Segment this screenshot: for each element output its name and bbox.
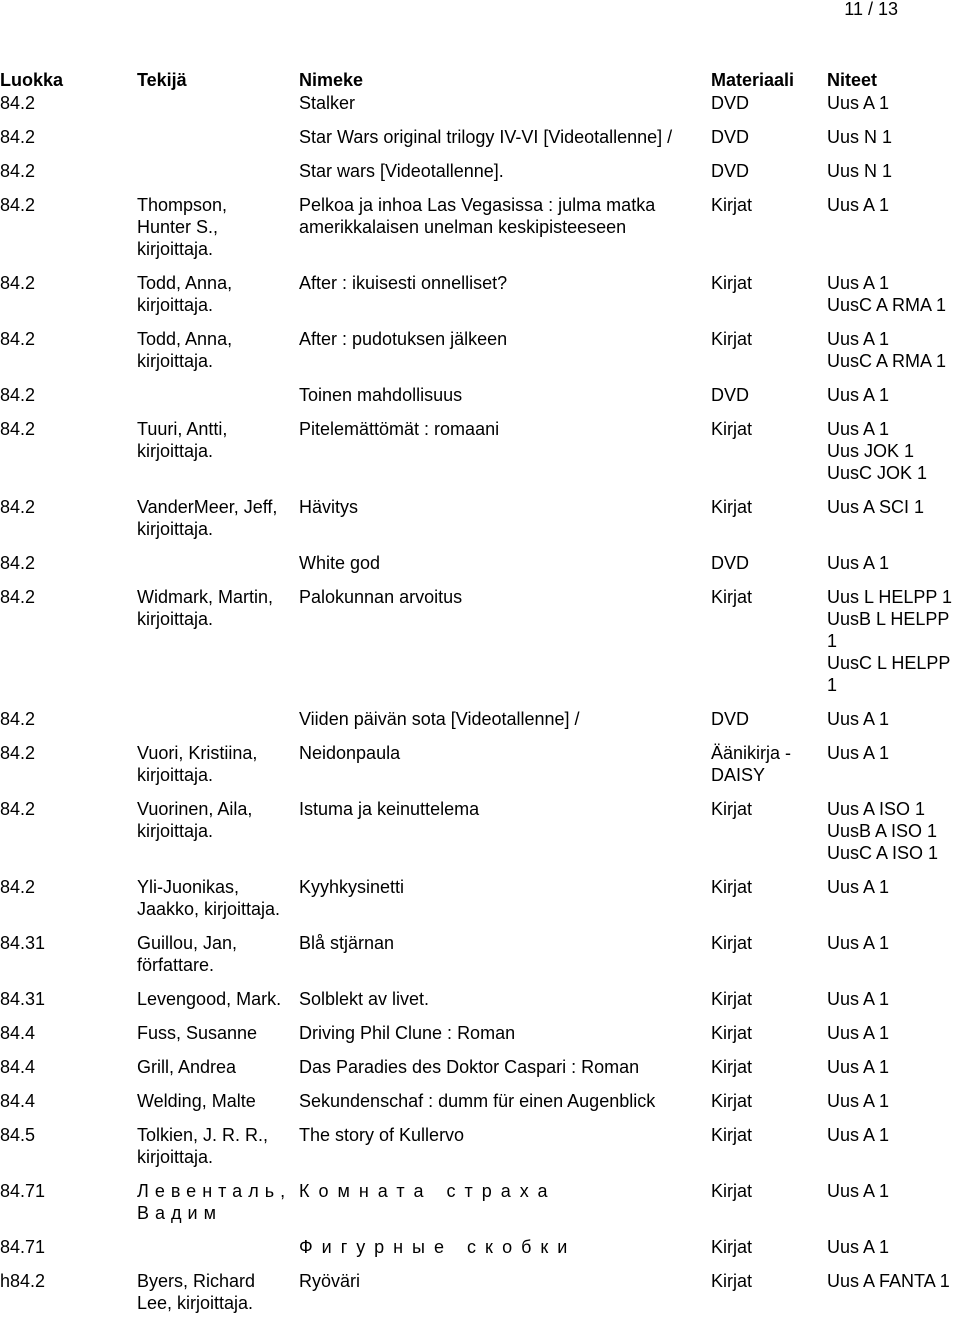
cell-nimeke [299,126,711,160]
cell-materiaali [711,496,827,552]
cell-tekija [137,272,299,328]
cell-niteet [827,418,960,496]
author-line: Yli-Juonikas, [137,877,240,897]
title-line: Stalker [299,93,356,113]
table-row [0,418,960,496]
title-line: Kyyhkysinetti [299,877,405,897]
table-row [0,126,960,160]
cell-niteet [827,876,960,932]
cell-nimeke [299,742,711,798]
copies-line: Uus JOK 1 [827,441,915,461]
cell-tekija [137,1124,299,1180]
cell-nimeke [299,1124,711,1180]
table-row [0,1236,960,1270]
material-line: Kirjat [711,497,753,517]
copies-line: Uus A 1 [827,1023,890,1043]
material-line: Kirjat [711,989,753,1009]
author-line: kirjoittaja. [137,441,214,461]
table-body [0,92,960,1326]
column-header-materiaali: Materiaali [711,70,795,90]
cell-niteet [827,384,960,418]
cell-materiaali [711,1180,827,1236]
cell-tekija [137,1056,299,1090]
author-line: Widmark, Martin, [137,587,274,607]
title-line: Sekundenschaf : dumm für einen Augenblick [299,1091,656,1111]
copies-line: Uus L HELPP 1 [827,587,953,607]
material-line: Kirjat [711,933,753,953]
copies-line: UusC A ISO 1 [827,843,939,863]
copies-line: Uus A 1 [827,1181,890,1201]
copies-line: Uus A 1 [827,1091,890,1111]
copies-line: Uus A 1 [827,1125,890,1145]
table-row [0,586,960,708]
cell-nimeke [299,160,711,194]
material-line: Kirjat [711,1237,753,1257]
copies-line: Uus A 1 [827,1237,890,1257]
cell-luokka: 84.2 [0,497,36,517]
material-line: Kirjat [711,799,753,819]
title-line: White god [299,553,381,573]
cell-tekija [137,160,299,194]
author-line: kirjoittaja. [137,821,214,841]
cell-materiaali [711,1270,827,1326]
cell-tekija [137,1180,299,1236]
cell-niteet [827,1090,960,1124]
column-header-nimeke: Nimeke [299,70,364,90]
author-line: Fuss, Susanne [137,1023,258,1043]
cell-niteet [827,272,960,328]
copies-line: Uus A 1 [827,195,890,215]
cell-luokka: 84.2 [0,877,36,897]
author-line: Todd, Anna, [137,273,233,293]
copies-line: 1 [827,675,838,695]
table-row [0,1124,960,1180]
cell-luokka: 84.71 [0,1237,46,1257]
cell-niteet [827,1056,960,1090]
author-line: Byers, Richard [137,1271,256,1291]
cell-luokka: 84.2 [0,385,36,405]
cell-niteet [827,742,960,798]
material-line: Kirjat [711,1057,753,1077]
copies-line: UusC JOK 1 [827,463,928,483]
cell-nimeke [299,496,711,552]
cell-tekija [137,1270,299,1326]
table-row [0,1090,960,1124]
table-row [0,496,960,552]
cell-luokka: 84.2 [0,587,36,607]
cell-luokka: 84.4 [0,1091,36,1111]
copies-line: Uus N 1 [827,161,893,181]
cell-tekija [137,876,299,932]
cell-nimeke [299,1056,711,1090]
cell-tekija [137,586,299,708]
title-line: Palokunnan arvoitus [299,587,463,607]
cell-materiaali [711,92,827,126]
material-line: Kirjat [711,1091,753,1111]
author-line: Thompson, [137,195,228,215]
cell-luokka: 84.31 [0,989,46,1009]
cell-luokka: 84.5 [0,1125,36,1145]
author-line: kirjoittaja. [137,1147,214,1167]
cell-materiaali [711,1090,827,1124]
cell-materiaali [711,932,827,988]
cell-niteet [827,328,960,384]
table-row [0,272,960,328]
cell-luokka: 84.2 [0,93,36,113]
page-number: 11 / 13 [844,0,898,19]
author-line: Tuuri, Antti, [137,419,228,439]
copies-line: UusC L HELPP [827,653,951,673]
table-row [0,194,960,272]
cell-luokka: 84.2 [0,709,36,729]
cell-tekija [137,384,299,418]
title-line: Pelkoa ja inhoa Las Vegasissa : julma matka [299,195,656,215]
cell-materiaali [711,384,827,418]
material-line: Kirjat [711,195,753,215]
material-line: Kirjat [711,329,753,349]
table-row [0,160,960,194]
copies-line: Uus A 1 [827,1057,890,1077]
copies-line: Uus A 1 [827,989,890,1009]
cell-nimeke [299,708,711,742]
title-line: amerikkalaisen unelman keskipisteeseen [299,217,627,237]
author-line: kirjoittaja. [137,765,214,785]
catalog-table [0,69,960,1326]
cell-nimeke [299,798,711,876]
author-line: Vuorinen, Aila, [137,799,253,819]
title-line: Комната страха [299,1181,557,1201]
title-line: Viiden päivän sota [Videotallenne] / [299,709,580,729]
material-line: DVD [711,93,750,113]
copies-line: Uus A 1 [827,93,890,113]
copies-line: Uus A 1 [827,553,890,573]
material-line: DVD [711,127,750,147]
cell-nimeke [299,1180,711,1236]
author-line: kirjoittaja. [137,519,214,539]
cell-materiaali [711,1022,827,1056]
cell-tekija [137,194,299,272]
title-line: Blå stjärnan [299,933,395,953]
material-line: Kirjat [711,1125,753,1145]
title-line: Pitelemättömät : romaani [299,419,500,439]
title-line: Neidonpaula [299,743,401,763]
table-row [0,988,960,1022]
author-line: Grill, Andrea [137,1057,237,1077]
cell-tekija [137,418,299,496]
author-line: Tolkien, J. R. R., [137,1125,269,1145]
table-row [0,1180,960,1236]
material-line: Kirjat [711,587,753,607]
author-line: Jaakko, kirjoittaja. [137,899,281,919]
cell-luokka: 84.2 [0,127,36,147]
cell-niteet [827,160,960,194]
cell-tekija [137,92,299,126]
author-line: kirjoittaja. [137,351,214,371]
author-line: Вадим [137,1203,222,1223]
table-row [0,384,960,418]
material-line: DVD [711,553,750,573]
copies-line: UusC A RMA 1 [827,295,947,315]
cell-nimeke [299,194,711,272]
author-line: Todd, Anna, [137,329,233,349]
material-line: Kirjat [711,419,753,439]
cell-nimeke [299,988,711,1022]
title-line: Фигурные скобки [299,1237,577,1257]
cell-tekija [137,496,299,552]
cell-luokka: 84.2 [0,799,36,819]
cell-materiaali [711,1124,827,1180]
cell-materiaali [711,272,827,328]
table-row [0,742,960,798]
material-line: Kirjat [711,1271,753,1291]
cell-luokka: 84.31 [0,933,46,953]
cell-materiaali [711,160,827,194]
cell-luokka: 84.2 [0,743,36,763]
title-line: The story of Kullervo [299,1125,465,1145]
cell-materiaali [711,1236,827,1270]
author-line: författare. [137,955,215,975]
material-line: DVD [711,161,750,181]
cell-tekija [137,988,299,1022]
cell-niteet [827,1270,960,1326]
cell-nimeke [299,418,711,496]
cell-materiaali [711,418,827,496]
cell-tekija [137,798,299,876]
title-line: Star Wars original trilogy IV-VI [Videotallenne] / [299,127,673,147]
cell-materiaali [711,126,827,160]
cell-nimeke [299,328,711,384]
table-row [0,1056,960,1090]
cell-materiaali [711,708,827,742]
cell-nimeke [299,876,711,932]
cell-niteet [827,552,960,586]
material-line: DVD [711,385,750,405]
cell-nimeke [299,586,711,708]
title-line: Star wars [Videotallenne]. [299,161,504,181]
author-line: kirjoittaja. [137,609,214,629]
copies-line: Uus A SCI 1 [827,497,925,517]
cell-tekija [137,328,299,384]
cell-tekija [137,932,299,988]
copies-line: Uus A 1 [827,419,890,439]
cell-luokka: 84.2 [0,553,36,573]
table-row [0,1022,960,1056]
title-line: Das Paradies des Doktor Caspari : Roman [299,1057,640,1077]
cell-tekija [137,742,299,798]
material-line: DVD [711,709,750,729]
copies-line: Uus A 1 [827,877,890,897]
cell-luokka: 84.2 [0,195,36,215]
column-header-tekija: Tekijä [137,70,187,90]
copies-line: Uus A 1 [827,329,890,349]
cell-niteet [827,1124,960,1180]
cell-nimeke [299,932,711,988]
author-line: Guillou, Jan, [137,933,238,953]
cell-tekija [137,1236,299,1270]
cell-materiaali [711,328,827,384]
cell-materiaali [711,988,827,1022]
material-line: Kirjat [711,1181,753,1201]
cell-niteet [827,932,960,988]
cell-nimeke [299,1270,711,1326]
cell-luokka: 84.4 [0,1057,36,1077]
table-row [0,92,960,126]
copies-line: UusB A ISO 1 [827,821,938,841]
copies-line: UusC A RMA 1 [827,351,947,371]
copies-line: Uus A 1 [827,709,890,729]
cell-niteet [827,988,960,1022]
copies-line: UusB L HELPP [827,609,950,629]
table-row [0,798,960,876]
material-line: Kirjat [711,877,753,897]
cell-materiaali [711,552,827,586]
cell-niteet [827,586,960,708]
author-line: Levengood, Mark. [137,989,282,1009]
title-line: Hävitys [299,497,359,517]
copies-line: Uus N 1 [827,127,893,147]
cell-luokka: 84.2 [0,419,36,439]
cell-materiaali [711,876,827,932]
author-line: Lee, kirjoittaja. [137,1293,254,1313]
cell-materiaali [711,586,827,708]
author-line: Hunter S., [137,217,219,237]
author-line: kirjoittaja. [137,295,214,315]
column-header-luokka: Luokka [0,70,64,90]
copies-line: Uus A ISO 1 [827,799,926,819]
copies-line: Uus A 1 [827,385,890,405]
table-row [0,552,960,586]
cell-niteet [827,1236,960,1270]
title-line: After : ikuisesti onnelliset? [299,273,508,293]
material-line: DAISY [711,765,766,785]
table-header-row [0,69,960,92]
table-row [0,1270,960,1326]
cell-niteet [827,1022,960,1056]
cell-tekija [137,552,299,586]
cell-niteet [827,798,960,876]
title-line: Solblekt av livet. [299,989,430,1009]
cell-materiaali [711,742,827,798]
cell-niteet [827,1180,960,1236]
title-line: Ryöväri [299,1271,361,1291]
material-line: Kirjat [711,1023,753,1043]
cell-tekija [137,126,299,160]
table-row [0,328,960,384]
title-line: After : pudotuksen jälkeen [299,329,508,349]
cell-niteet [827,708,960,742]
cell-nimeke [299,552,711,586]
column-header-niteet: Niteet [827,70,878,90]
cell-luokka: 84.2 [0,329,36,349]
cell-nimeke [299,1090,711,1124]
title-line: Istuma ja keinuttelema [299,799,480,819]
material-line: Kirjat [711,273,753,293]
cell-niteet [827,496,960,552]
table-row [0,708,960,742]
copies-line: Uus A 1 [827,273,890,293]
title-line: Driving Phil Clune : Roman [299,1023,516,1043]
table-row [0,876,960,932]
title-line: Toinen mahdollisuus [299,385,463,405]
author-line: Welding, Malte [137,1091,256,1111]
author-line: Vuori, Kristiina, [137,743,258,763]
cell-niteet [827,92,960,126]
cell-luokka: 84.4 [0,1023,36,1043]
cell-nimeke [299,1022,711,1056]
cell-materiaali [711,1056,827,1090]
cell-nimeke [299,272,711,328]
cell-tekija [137,1090,299,1124]
copies-line: Uus A 1 [827,743,890,763]
copies-line: Uus A FANTA 1 [827,1271,950,1291]
author-line: Левенталь, [137,1181,292,1201]
author-line: VanderMeer, Jeff, [137,497,278,517]
copies-line: 1 [827,631,838,651]
cell-nimeke [299,92,711,126]
cell-luokka: h84.2 [0,1271,46,1291]
cell-nimeke [299,1236,711,1270]
author-line: kirjoittaja. [137,239,214,259]
table-row [0,932,960,988]
cell-luokka: 84.2 [0,161,36,181]
cell-niteet [827,194,960,272]
cell-luokka: 84.2 [0,273,36,293]
cell-tekija [137,1022,299,1056]
cell-materiaali [711,194,827,272]
cell-materiaali [711,798,827,876]
material-line: Äänikirja - [711,743,792,763]
cell-luokka: 84.71 [0,1181,46,1201]
cell-nimeke [299,384,711,418]
cell-tekija [137,708,299,742]
cell-niteet [827,126,960,160]
copies-line: Uus A 1 [827,933,890,953]
